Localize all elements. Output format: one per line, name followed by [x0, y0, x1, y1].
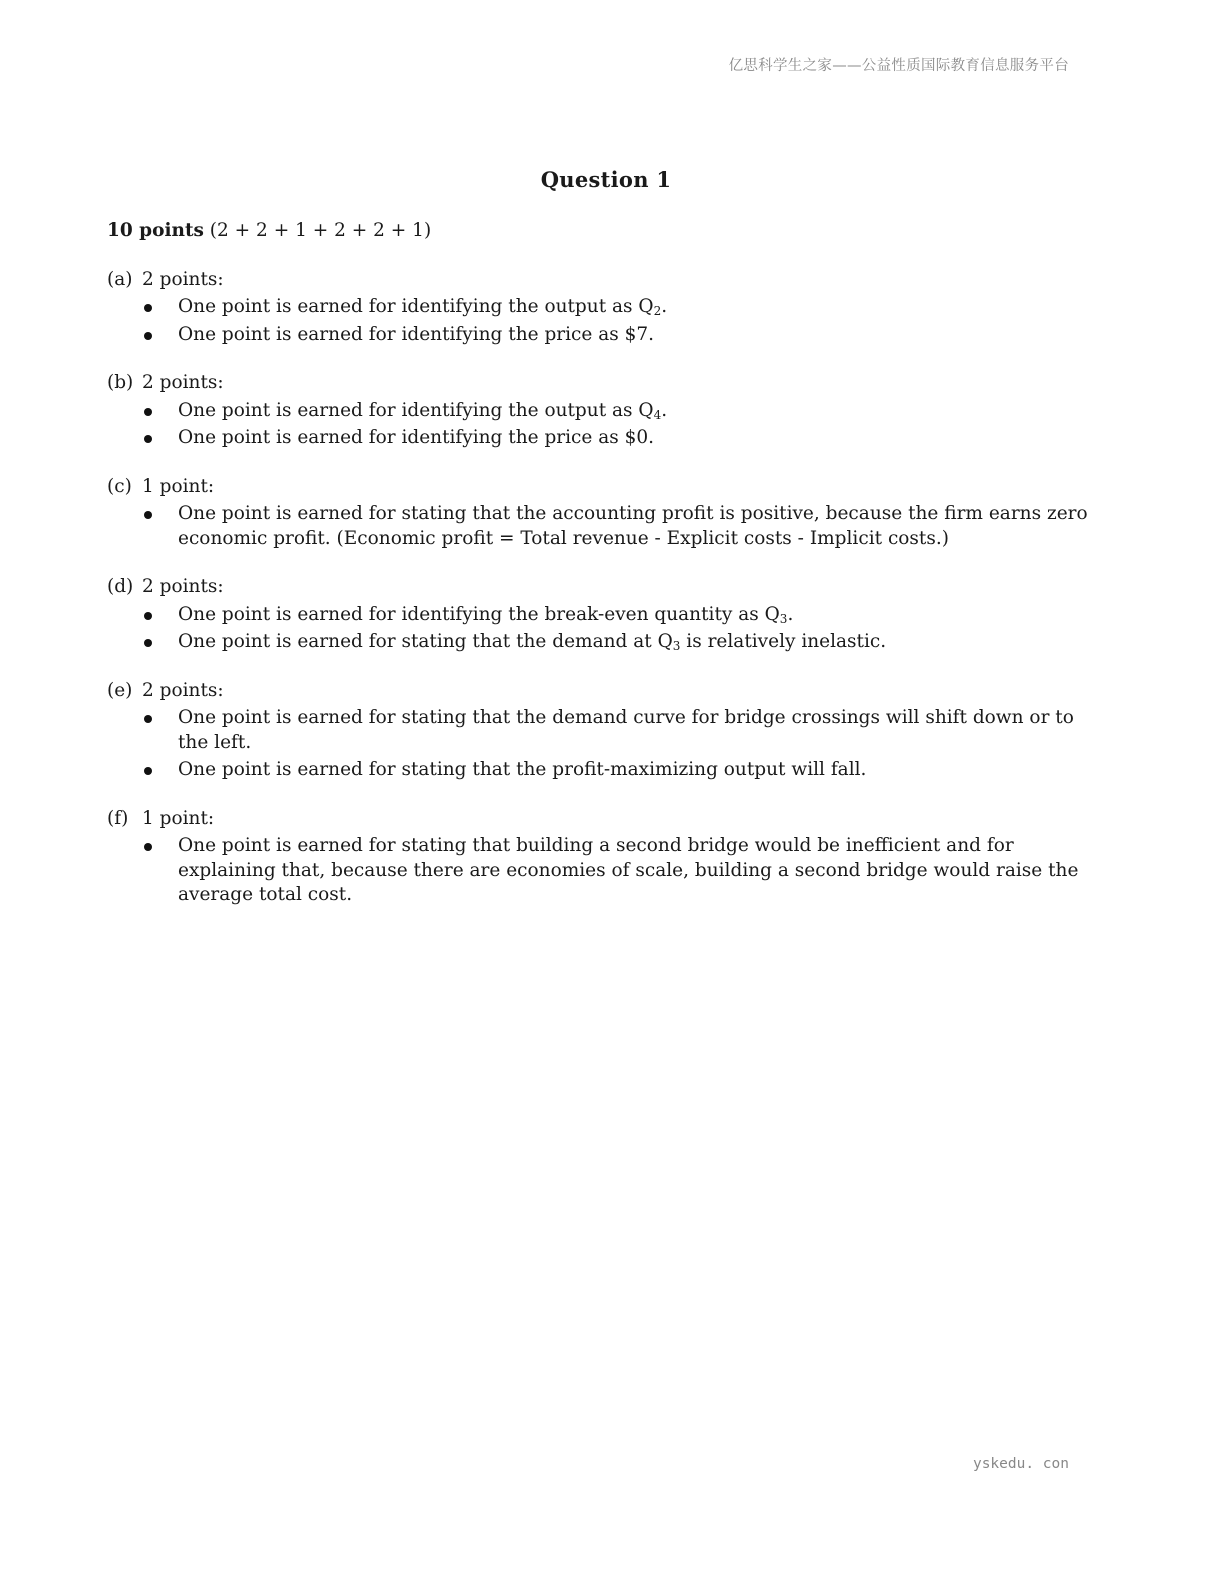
subscript: 3 — [779, 611, 788, 626]
bullet-text: One point is earned for stating that the demand at Q — [178, 631, 673, 652]
bullet-text-tail: is relatively inelastic. — [680, 631, 887, 652]
part-f — [107, 807, 1102, 908]
bullet-icon — [144, 332, 152, 340]
subscript: 2 — [653, 304, 662, 318]
list-item — [107, 399, 1102, 424]
part-c — [107, 475, 1102, 552]
part-points: 2 points: — [142, 268, 224, 290]
part-letter: (a) — [107, 268, 133, 290]
bullet-list — [107, 706, 1102, 783]
bullet-text: One point is earned for stating that the demand curve for bridge crossings will shift down or to the left. — [178, 707, 1074, 753]
list-item — [107, 834, 1102, 908]
bullet-icon — [144, 304, 152, 312]
points-summary — [107, 219, 1102, 244]
bullet-text: One point is earned for identifying the output as Q — [178, 296, 654, 317]
list-item — [107, 502, 1102, 551]
part-points: 1 point: — [142, 807, 215, 829]
bullet-text: One point is earned for identifying the price as $7. — [178, 323, 655, 345]
header-note: 亿思科学生之家——公益性质国际教育信息服务平台 — [728, 58, 1069, 74]
part-e — [107, 679, 1102, 783]
bullet-text: One point is earned for identifying the output as Q — [178, 399, 654, 421]
part-letter: (b) — [107, 372, 134, 393]
bullet-text: One point is earned for stating that building a second bridge would be inefficient and for explaining that, because there are economies of scale, building a second bridge would raise the average total cost. — [178, 835, 1079, 905]
bullet-text-tail: . — [787, 603, 794, 625]
bullet-icon — [144, 511, 152, 519]
footer-note: yskedu. con — [972, 1456, 1069, 1472]
part-d — [107, 575, 1102, 655]
bullet-list — [107, 603, 1102, 655]
bullet-text: One point is earned for stating that the accounting profit is positive, because the firm earns zero economic profit. (Economic profit = Total revenue - Explicit costs - Implicit costs.) — [178, 503, 1088, 549]
part-heading — [107, 575, 1102, 600]
part-heading — [107, 679, 1102, 704]
list-item — [107, 323, 1102, 348]
bullet-icon — [144, 435, 152, 443]
bullet-list — [107, 502, 1102, 551]
bullet-icon — [144, 715, 152, 723]
points-total: 10 points — [107, 220, 204, 241]
scoring-guide — [107, 219, 1102, 932]
subscript: 3 — [672, 639, 681, 653]
list-item — [107, 426, 1102, 451]
bullet-text-tail: . — [661, 296, 668, 317]
bullet-icon — [144, 639, 152, 647]
bullet-text: One point is earned for identifying the break-even quantity as Q — [178, 603, 780, 625]
part-points: 2 points: — [142, 576, 224, 597]
bullet-list — [107, 834, 1102, 908]
list-item — [107, 603, 1102, 628]
part-b — [107, 371, 1102, 451]
part-a — [107, 268, 1102, 348]
part-letter: (f) — [107, 807, 129, 829]
part-heading — [107, 268, 1102, 293]
bullet-list — [107, 295, 1102, 347]
bullet-text: One point is earned for stating that the profit-maximizing output will fall. — [178, 759, 867, 780]
part-heading — [107, 371, 1102, 396]
part-letter: (e) — [107, 679, 133, 701]
bullet-icon — [144, 843, 152, 851]
bullet-text: One point is earned for identifying the price as $0. — [178, 427, 655, 448]
parts-list — [107, 268, 1102, 908]
bullet-list — [107, 399, 1102, 451]
subscript: 4 — [653, 407, 662, 422]
part-letter: (d) — [107, 576, 134, 597]
list-item — [107, 295, 1102, 320]
part-points: 2 points: — [142, 679, 224, 701]
part-points: 1 point: — [142, 475, 215, 497]
part-points: 2 points: — [142, 372, 224, 393]
part-heading — [107, 807, 1102, 832]
bullet-icon — [144, 612, 152, 620]
bullet-icon — [144, 408, 152, 416]
list-item — [107, 758, 1102, 783]
list-item — [107, 706, 1102, 755]
part-heading — [107, 475, 1102, 500]
bullet-text-tail: . — [661, 399, 668, 421]
part-letter: (c) — [107, 475, 132, 497]
bullet-icon — [144, 767, 152, 775]
question-title: Question 1 — [540, 167, 672, 192]
list-item — [107, 630, 1102, 655]
points-breakdown: (2 + 2 + 1 + 2 + 2 + 1) — [209, 220, 432, 241]
